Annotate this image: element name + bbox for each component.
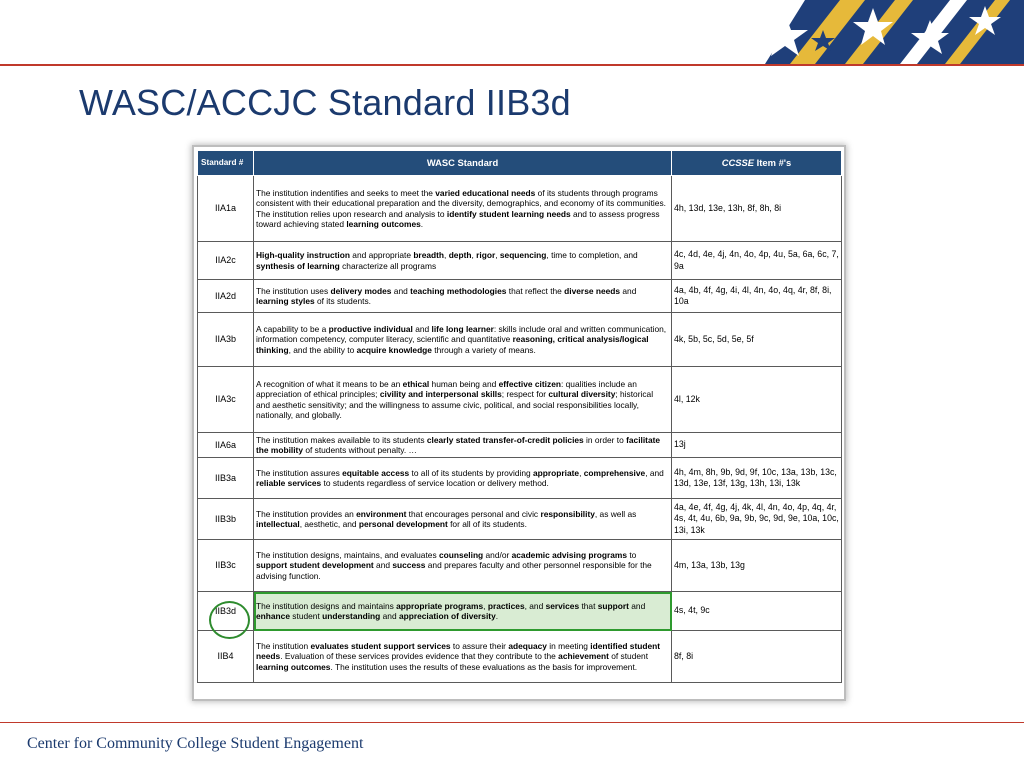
table-row xyxy=(198,176,842,242)
header-ccsse xyxy=(672,151,842,176)
description-text: of students without penalty. … xyxy=(303,445,417,455)
description-text: , xyxy=(483,600,488,611)
description-emphasis: synthesis of learning xyxy=(256,260,340,271)
table-row xyxy=(198,499,842,540)
description-text: and xyxy=(620,285,637,296)
ccsse-items: 4a, 4b, 4f, 4g, 4i, 4l, 4n, 4o, 4q, 4r, 8f, 8i, 10a xyxy=(672,280,842,313)
description-emphasis: productive individual xyxy=(328,324,413,335)
ccsse-items: 13j xyxy=(672,433,842,458)
ccsse-items: 4s, 4t, 9c xyxy=(672,592,842,631)
description-text: and xyxy=(380,611,399,621)
description-text: human being and xyxy=(429,379,499,389)
ccsse-items: 4h, 13d, 13e, 13h, 8f, 8h, 8i xyxy=(672,176,842,242)
description-emphasis: achievement xyxy=(558,651,609,662)
description-text: that xyxy=(579,600,598,611)
description-emphasis: success xyxy=(392,560,426,571)
description-emphasis: reliable services xyxy=(256,478,322,488)
standard-code: IIA2c xyxy=(198,242,254,280)
standard-code: IIB3b xyxy=(198,499,254,540)
ccsse-items: 4h, 4m, 8h, 9b, 9d, 9f, 10c, 13a, 13b, 13c, 13d, 13e, 13f, 13g, 13h, 13i, 13k xyxy=(672,458,842,499)
description-text: for all of its students. xyxy=(447,519,527,529)
standard-description xyxy=(254,242,672,280)
header-standard: Standard # xyxy=(198,151,254,176)
description-emphasis: identify student learning needs xyxy=(446,208,571,219)
standard-description xyxy=(254,499,672,540)
description-text: of its students through programs consistent with their educational preparation and the diversity, demographics, and economy of its communities. The institution relies upon research and analysis to xyxy=(256,188,666,219)
description-text: , time to completion, and xyxy=(546,250,638,261)
description-text: The institution assures xyxy=(256,467,343,478)
description-emphasis: counseling xyxy=(438,550,484,561)
description-emphasis: support student development xyxy=(256,560,374,571)
description-emphasis: identified student needs xyxy=(256,641,661,662)
description-text: in meeting xyxy=(546,641,591,652)
description-text: to all of its students by providing xyxy=(409,467,534,478)
description-text: . xyxy=(420,218,424,229)
description-emphasis: cultural diversity xyxy=(548,389,616,400)
description-emphasis: learning outcomes xyxy=(346,218,421,229)
description-emphasis: enhance xyxy=(256,611,290,621)
description-text: and/or xyxy=(483,550,512,561)
description-emphasis: ethical xyxy=(402,379,430,389)
standard-code: IIA3b xyxy=(198,313,254,367)
description-text: , as well as xyxy=(594,508,637,519)
ccsse-items: 4m, 13a, 13b, 13g xyxy=(672,540,842,592)
ccsse-items: 4k, 5b, 5c, 5d, 5e, 5f xyxy=(672,313,842,367)
description-text: The institution provides an xyxy=(256,508,357,519)
description-text: , and xyxy=(524,600,546,611)
description-text: , xyxy=(495,250,500,261)
description-emphasis: appropriate programs xyxy=(396,600,484,611)
description-emphasis: practices xyxy=(487,600,525,611)
description-emphasis: appropriate xyxy=(533,467,580,478)
description-emphasis: comprehensive xyxy=(583,467,646,478)
description-text: . The institution uses the results of these evaluations as the basis for improvement. xyxy=(330,661,638,672)
description-text: and to assess progress toward achieving stated xyxy=(256,208,660,229)
description-emphasis: acquire knowledge xyxy=(356,344,432,355)
table-row xyxy=(198,313,842,367)
description-text: . Evaluation of these services provides evidence that they contribute to the xyxy=(280,651,559,662)
table-row xyxy=(198,592,842,631)
header-ccsse-label: CCSSE xyxy=(721,157,755,169)
description-text: and appropriate xyxy=(349,250,414,261)
description-text: of its students. xyxy=(314,296,371,306)
table-row xyxy=(198,367,842,433)
description-text: A recognition of what it means to be an xyxy=(256,379,403,389)
description-text: through a variety of means. xyxy=(431,344,536,355)
description-text: The institution xyxy=(256,641,311,652)
description-emphasis: High-quality instruction xyxy=(256,250,350,261)
description-text: that encourages personal and civic xyxy=(406,508,541,519)
standard-description xyxy=(254,458,672,499)
description-emphasis: adequacy xyxy=(508,641,547,652)
description-emphasis: reasoning, critical analysis/logical thinking xyxy=(256,334,649,355)
description-text: The institution indentifies and seeks to meet the xyxy=(256,188,436,198)
description-text: : qualities include an appreciation of ethical principles; xyxy=(256,379,637,400)
description-emphasis: teaching methodologies xyxy=(410,285,507,296)
standard-code: IIA1a xyxy=(198,176,254,242)
description-text: in order to xyxy=(583,434,627,445)
description-text: The institution designs, maintains, and evaluates xyxy=(256,550,439,561)
description-emphasis: environment xyxy=(356,508,407,519)
description-emphasis: support xyxy=(597,600,629,611)
description-emphasis: services xyxy=(545,600,580,611)
standard-code: IIB3c xyxy=(198,540,254,592)
highlight-circle xyxy=(209,601,250,639)
standards-table-frame xyxy=(194,147,844,699)
description-text: to xyxy=(627,550,637,561)
table-row xyxy=(198,458,842,499)
description-emphasis: appreciation of diversity xyxy=(398,611,496,621)
description-emphasis: delivery modes xyxy=(330,285,392,296)
description-emphasis: understanding xyxy=(322,611,381,621)
description-text: , and the ability to xyxy=(288,344,357,355)
description-emphasis: personal development xyxy=(358,519,448,529)
table-row xyxy=(198,540,842,592)
description-text: The institution makes available to its students xyxy=(256,434,427,445)
description-text: that reflect the xyxy=(506,285,565,296)
description-emphasis: effective citizen xyxy=(498,379,561,389)
description-text: The institution designs and maintains xyxy=(256,600,397,611)
description-emphasis: depth xyxy=(448,250,472,261)
description-emphasis: academic advising programs xyxy=(511,550,628,561)
ccsse-items: 4c, 4d, 4e, 4j, 4n, 4o, 4p, 4u, 5a, 6a, 6c, 7, 9a xyxy=(672,242,842,280)
description-text: and xyxy=(391,285,411,296)
table-row xyxy=(198,433,842,458)
standard-description xyxy=(254,631,672,683)
description-emphasis: varied educational needs xyxy=(435,188,536,198)
description-emphasis: intellectual xyxy=(256,519,300,529)
description-text: : skills include oral and written communication, information competency, computer literacy, scientific and quantitative xyxy=(256,324,667,345)
description-text: , and xyxy=(645,467,664,478)
ccsse-items: 8f, 8i xyxy=(672,631,842,683)
description-text: , xyxy=(579,467,584,478)
top-rule xyxy=(0,64,1024,66)
standard-description xyxy=(254,592,672,631)
standard-code: IIA6a xyxy=(198,433,254,458)
standard-code: IIA3c xyxy=(198,367,254,433)
description-emphasis: facilitate the mobility xyxy=(256,434,661,455)
description-text: characterize all programs xyxy=(339,260,437,271)
standard-description xyxy=(254,313,672,367)
description-emphasis: sequencing xyxy=(499,250,547,261)
description-text: , xyxy=(471,250,477,261)
table-row xyxy=(198,631,842,683)
description-emphasis: learning styles xyxy=(256,296,315,306)
description-text: and xyxy=(373,560,393,571)
description-emphasis: life long learner xyxy=(431,324,494,335)
description-emphasis: civility and interpersonal skills xyxy=(379,389,502,400)
description-text: The institution uses xyxy=(256,285,331,296)
description-text: , xyxy=(444,250,449,261)
bottom-rule xyxy=(0,722,1024,723)
description-text: ; respect for xyxy=(501,389,549,400)
slide-title: WASC/ACCJC Standard IIB3d xyxy=(79,82,571,123)
description-text: A capability to be a xyxy=(256,324,329,335)
standard-description xyxy=(254,540,672,592)
description-text: to students regardless of service location or delivery method. xyxy=(321,478,549,488)
description-text: ; historical and aesthetic sensitivity; and the willingness to assume civic, political, and social responsibilities locally, nationally, and globally. xyxy=(256,389,654,420)
description-text: of student xyxy=(608,651,649,662)
description-emphasis: learning outcomes xyxy=(256,661,331,672)
ccsse-logo xyxy=(745,0,1024,64)
table-row xyxy=(198,242,842,280)
description-text: to assure their xyxy=(450,641,509,652)
header-items-label: Item #'s xyxy=(754,157,792,169)
description-text: , aesthetic, and xyxy=(299,519,359,529)
header-wasc: WASC Standard xyxy=(254,151,672,176)
description-emphasis: evaluates student support services xyxy=(310,641,451,652)
description-emphasis: clearly stated transfer-of-credit policies xyxy=(426,434,584,445)
description-emphasis: diverse needs xyxy=(564,285,621,296)
description-emphasis: breadth xyxy=(413,250,445,261)
ccsse-items: 4a, 4e, 4f, 4g, 4j, 4k, 4l, 4n, 4o, 4p, 4q, 4r, 4s, 4t, 4u, 6b, 9a, 9b, 9c, 9d, 9e, 10a, 10c, 13i, 13k xyxy=(672,499,842,540)
standard-description xyxy=(254,367,672,433)
table-header-row xyxy=(198,151,842,176)
standard-description xyxy=(254,176,672,242)
footer-text: Center for Community College Student Engagement xyxy=(27,735,364,752)
description-text: and xyxy=(628,600,646,611)
standard-code: IIB4 xyxy=(198,631,254,683)
standard-description xyxy=(254,433,672,458)
description-text: student xyxy=(289,611,323,621)
standards-table xyxy=(197,150,842,683)
description-emphasis: responsibility xyxy=(540,508,595,519)
description-text: and xyxy=(412,324,432,335)
standard-description xyxy=(254,280,672,313)
standard-code: IIB3d xyxy=(198,592,254,631)
description-emphasis: rigor xyxy=(476,250,496,261)
description-emphasis: equitable access xyxy=(342,467,410,478)
ccsse-items: 4l, 12k xyxy=(672,367,842,433)
table-row xyxy=(198,280,842,313)
description-text: and prepares faculty and other personnel responsible for the advising function. xyxy=(256,560,652,581)
standard-code: IIA2d xyxy=(198,280,254,313)
description-text: . xyxy=(495,611,499,621)
standard-code: IIB3a xyxy=(198,458,254,499)
